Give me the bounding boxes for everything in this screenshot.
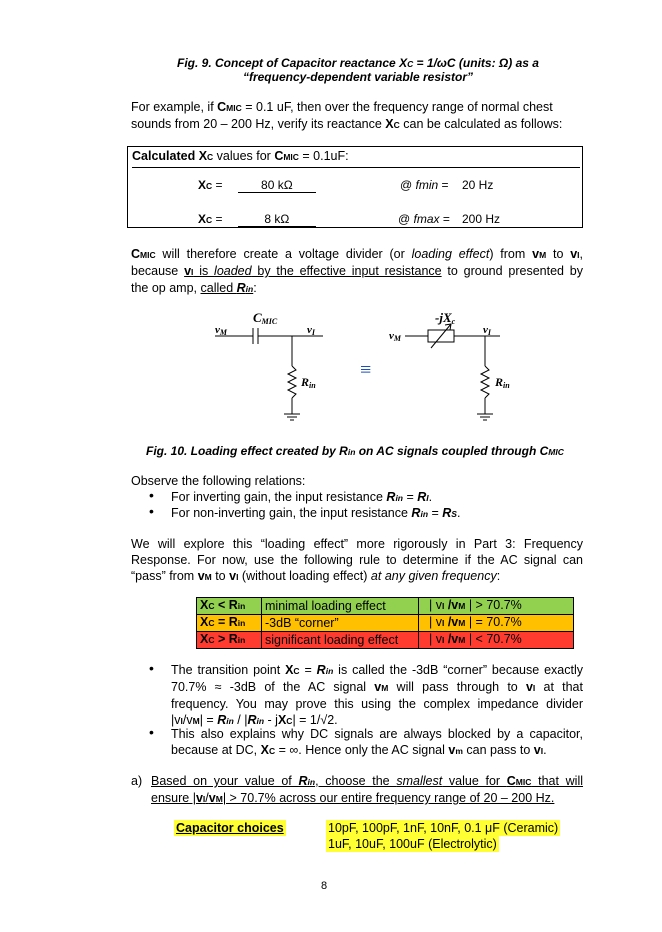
xc-value-fmin: 80 kΩ [238,178,316,193]
table-row: XC > Rin significant loading effect | vI /vM | < 70.7% [197,632,574,649]
right-circuit [405,324,500,420]
fig10-caption: Fig. 10. Loading effect created by Rin on AC signals coupled through CMIC [146,444,564,458]
rin-resistor-right [481,366,489,398]
calc-row-fmin: XC = 80 kΩ @ fmin = 20 Hz [198,178,494,192]
fmax-value: 200 Hz [462,212,501,226]
explore-paragraph: We will explore this “loading effect” more rigorously in Part 3: Frequency Response. For now, use the following rule to determine if the AC signal can “pass” from vM to vI (without loading effect) at any given frequency: [131,537,583,583]
relation-non-inverting: For non-inverting gain, the input resistance Rin = RS. [171,506,461,520]
calc-box [127,146,583,228]
variable-arrow-shaft [431,324,451,348]
electrolytic-choices: 1uF, 10uF, 100uF (Electrolytic) [328,837,497,851]
equivalence-symbol: ≡ [360,359,372,381]
rin-label-right: Rin [495,375,510,390]
question-text: Based on your value of Rin, choose the smallest value for CMIC that will ensure |vI/vM| > 70.7% across our entire frequency range of 20 – 200 Hz. [151,774,584,805]
corner-explanation: The transition point XC = Rin is called the -3dB “corner” because exactly 70.7% ≈ -3dB of the AC signal vM will pass through to vI at that frequency. You may prove this using the complex impedance divider |vI/vM| = Rin / |Rin - jXC| = 1/√2. [171,663,583,727]
bullet-3: • [149,660,154,676]
vi-label-left: vI [307,324,316,337]
ceramic-choices: 10pF, 100pF, 1nF, 10nF, 0.1 μF (Ceramic) [328,821,559,835]
loading-circuit-diagram [195,306,535,438]
vm-label-left: vM [215,324,228,337]
table-row: XC < Rin minimal loading effect | vI /vM | > 70.7% [197,598,574,615]
fmin-value: 20 Hz [462,178,494,192]
table-row: XC = Rin -3dB “corner” | vI /vM | = 70.7% [197,615,574,632]
relations-intro: Observe the following relations: [131,474,306,488]
vi-label-right: vI [483,324,492,337]
fig9-caption-line1: Fig. 9. Concept of Capacitor reactance XC = 1/ωC (units: Ω) as a [177,56,539,70]
relation-inverting: For inverting gain, the input resistance Rin = RI. [171,490,433,504]
rin-label-left: Rin [301,375,316,390]
calc-row-fmax: XC = 8 kΩ @ fmax = 200 Hz [198,212,501,226]
vm-label-right: vM [389,330,402,343]
calc-box-title: Calculated XC values for CMIC = 0.1uF: [132,148,580,168]
capacitor-choices-label: Capacitor choices [176,821,284,835]
dc-explanation: This also explains why DC signals are always blocked by a capacitor, because at DC, XC = ∞. Hence only the AC signal vm can pass to vI. [171,727,583,757]
page-number: 8 [321,880,328,892]
bullet-1: • [149,487,154,503]
intro-paragraph: For example, if CMIC = 0.1 uF, then over the frequency range of normal chest sounds from 20 – 200 Hz, verify its reactance XC can be calculated as follows: [131,100,563,131]
rin-resistor-left [288,366,296,398]
fig9-caption [100,56,616,84]
question-label: a) [131,774,143,788]
left-circuit [215,328,323,420]
capacitor-choices-list [326,820,560,852]
fig9-caption-line2: “frequency-dependent variable resistor” [242,70,474,84]
loading-rule-table [196,597,574,649]
bullet-4: • [149,724,154,740]
jxc-label: -jXc [435,310,456,326]
cmic-label: CMIC [253,310,278,326]
loading-paragraph: CMIC will therefore create a voltage divider (or loading effect) from vM to vI, because vI is loaded by the effective input resistance to ground presented by the op amp, called Rin: [131,247,584,295]
bullet-2: • [149,503,154,519]
xc-value-fmax: 8 kΩ [238,212,316,227]
